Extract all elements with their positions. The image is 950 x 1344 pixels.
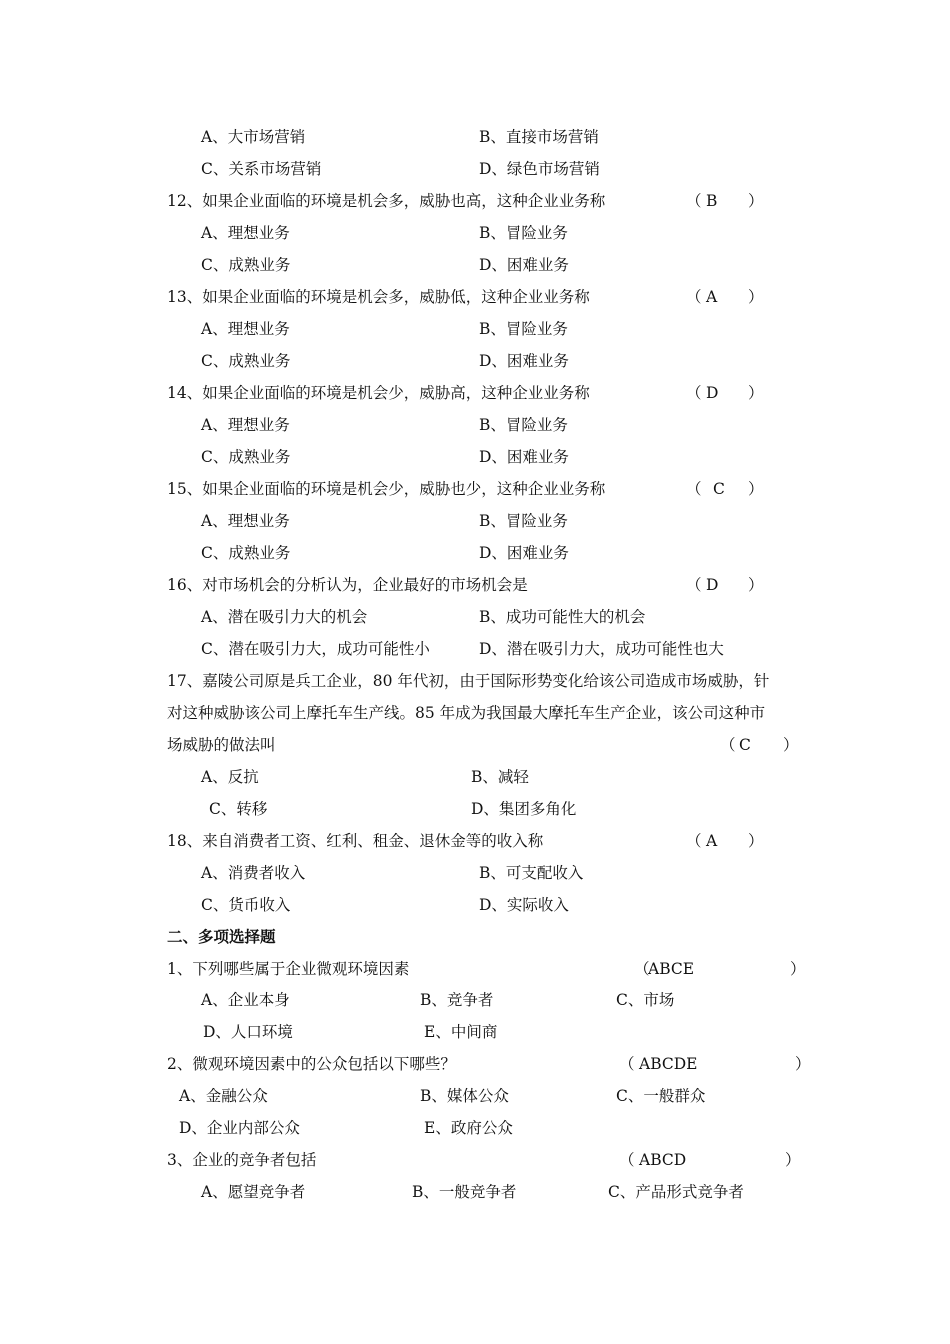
m2-stem: 2、微观环境因素中的公众包括以下哪些？ bbox=[167, 1055, 456, 1073]
q14-option-c: C、成熟业务 bbox=[201, 448, 291, 466]
q18-option-b: B、可支配收入 bbox=[479, 864, 584, 882]
q17-stem-line-3: 场威胁的做法叫 bbox=[167, 736, 276, 754]
m1-option-e: E、中间商 bbox=[424, 1023, 498, 1041]
q18-stem: 18、来自消费者工资、红利、租金、退休金等的收入称 bbox=[167, 832, 544, 850]
q15-option-c: C、成熟业务 bbox=[201, 544, 291, 562]
q18-answer: A bbox=[706, 832, 718, 850]
q12-answer: B bbox=[706, 192, 718, 210]
q13-option-b: B、冒险业务 bbox=[479, 320, 568, 338]
m1-option-c: C、市场 bbox=[616, 991, 675, 1009]
q15-close-paren: ） bbox=[748, 480, 764, 498]
m2-answer: ABCDE bbox=[639, 1055, 698, 1073]
q14-stem: 14、如果企业面临的环境是机会少，威胁高，这种企业业务称 bbox=[167, 384, 590, 402]
q14-option-a: A、理想业务 bbox=[201, 416, 290, 434]
q16-stem: 16、对市场机会的分析认为，企业最好的市场机会是 bbox=[167, 576, 528, 594]
q15-option-a: A、理想业务 bbox=[201, 512, 290, 530]
q17-stem-line-1: 17、嘉陵公司原是兵工企业，80 年代初，由于国际形势变化给该公司造成市场威胁，针 bbox=[167, 672, 770, 690]
q16-answer: D bbox=[706, 576, 719, 594]
q14-close-paren: ） bbox=[748, 384, 764, 402]
q16-option-b: B、成功可能性大的机会 bbox=[479, 608, 646, 626]
q18-option-d: D、实际收入 bbox=[479, 896, 569, 914]
m3-stem: 3、企业的竞争者包括 bbox=[167, 1151, 317, 1169]
q16-open-paren: （ bbox=[686, 576, 702, 594]
q13-stem: 13、如果企业面临的环境是机会多，威胁低，这种企业业务称 bbox=[167, 288, 590, 306]
q17-close-paren: ） bbox=[783, 736, 799, 754]
m1-option-d: D、人口环境 bbox=[203, 1023, 293, 1041]
q15-open-paren: （ bbox=[686, 480, 702, 498]
q13-option-a: A、理想业务 bbox=[201, 320, 290, 338]
q11-option-d: D、绿色市场营销 bbox=[479, 160, 600, 178]
m3-option-a: A、愿望竞争者 bbox=[201, 1183, 306, 1201]
q16-close-paren: ） bbox=[748, 576, 764, 594]
q12-option-d: D、困难业务 bbox=[479, 256, 569, 274]
q13-option-c: C、成熟业务 bbox=[201, 352, 291, 370]
q11-option-a: A、大市场营销 bbox=[201, 128, 306, 146]
q17-stem-line-2: 对这种威胁该公司上摩托车生产线。85 年成为我国最大摩托车生产企业，该公司这种市 bbox=[167, 704, 766, 722]
m3-option-b: B、一般竞争者 bbox=[412, 1183, 517, 1201]
m2-option-a: A、金融公众 bbox=[179, 1087, 268, 1105]
m1-option-b: B、竞争者 bbox=[420, 991, 494, 1009]
m3-close-paren: ） bbox=[785, 1151, 801, 1169]
q14-option-b: B、冒险业务 bbox=[479, 416, 568, 434]
q17-answer: C bbox=[739, 736, 751, 754]
q18-option-c: C、货币收入 bbox=[201, 896, 291, 914]
q18-option-a: A、消费者收入 bbox=[201, 864, 306, 882]
q18-open-paren: （ bbox=[686, 832, 702, 850]
m1-answer: ABCE bbox=[648, 960, 695, 978]
m1-open-paren: （ bbox=[634, 960, 650, 978]
q18-close-paren: ） bbox=[748, 832, 764, 850]
q17-option-d: D、集团多角化 bbox=[471, 800, 577, 818]
m3-option-c: C、产品形式竞争者 bbox=[608, 1183, 744, 1201]
m2-open-paren: （ bbox=[619, 1055, 635, 1073]
q12-option-a: A、理想业务 bbox=[201, 224, 290, 242]
q15-answer: C bbox=[713, 480, 725, 498]
m2-option-b: B、媒体公众 bbox=[420, 1087, 509, 1105]
m2-option-d: D、企业内部公众 bbox=[179, 1119, 300, 1137]
m3-open-paren: （ bbox=[619, 1151, 635, 1169]
q12-option-c: C、成熟业务 bbox=[201, 256, 291, 274]
q11-option-c: C、关系市场营销 bbox=[201, 160, 322, 178]
q15-stem: 15、如果企业面临的环境是机会少，威胁也少，这种企业业务称 bbox=[167, 480, 606, 498]
q16-option-c: C、潜在吸引力大，成功可能性小 bbox=[201, 640, 430, 658]
m1-stem: 1、下列哪些属于企业微观环境因素 bbox=[167, 960, 410, 978]
q13-open-paren: （ bbox=[686, 288, 702, 306]
q17-option-a: A、反抗 bbox=[201, 768, 259, 786]
q12-open-paren: （ bbox=[686, 192, 702, 210]
q14-answer: D bbox=[706, 384, 719, 402]
m1-close-paren: ） bbox=[790, 960, 806, 978]
q11-option-b: B、直接市场营销 bbox=[479, 128, 599, 146]
q17-open-paren: （ bbox=[720, 736, 736, 754]
q12-close-paren: ） bbox=[748, 192, 764, 210]
q17-option-b: B、减轻 bbox=[471, 768, 529, 786]
q15-option-d: D、困难业务 bbox=[479, 544, 569, 562]
q14-open-paren: （ bbox=[686, 384, 702, 402]
q12-stem: 12、如果企业面临的环境是机会多，威胁也高，这种企业业务称 bbox=[167, 192, 606, 210]
m2-close-paren: ） bbox=[795, 1055, 811, 1073]
q16-option-a: A、潜在吸引力大的机会 bbox=[201, 608, 368, 626]
m2-option-c: C、一般群众 bbox=[616, 1087, 706, 1105]
m2-option-e: E、政府公众 bbox=[424, 1119, 513, 1137]
section-heading-multiple-choice: 二、多项选择题 bbox=[167, 927, 276, 946]
q12-option-b: B、冒险业务 bbox=[479, 224, 568, 242]
m1-option-a: A、企业本身 bbox=[201, 991, 290, 1009]
q13-option-d: D、困难业务 bbox=[479, 352, 569, 370]
q16-option-d: D、潜在吸引力大，成功可能性也大 bbox=[479, 640, 724, 658]
q14-option-d: D、困难业务 bbox=[479, 448, 569, 466]
q15-option-b: B、冒险业务 bbox=[479, 512, 568, 530]
q17-option-c: C、转移 bbox=[209, 800, 268, 818]
q13-close-paren: ） bbox=[748, 288, 764, 306]
q13-answer: A bbox=[706, 288, 718, 306]
m3-answer: ABCD bbox=[639, 1151, 687, 1169]
